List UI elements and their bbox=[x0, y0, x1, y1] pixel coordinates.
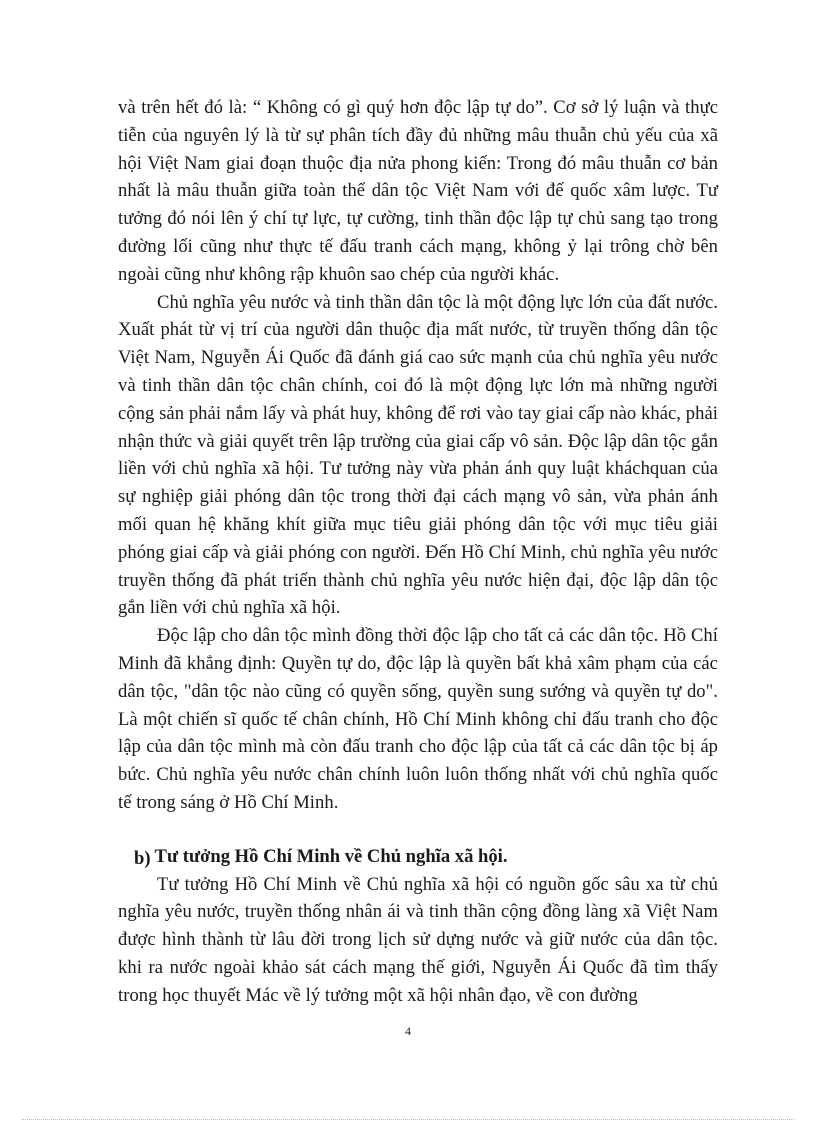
paragraph: và trên hết đó là: “ Không có gì quý hơn độc lập tự do”. Cơ sở lý luận và thực tiễn của nguyên lý là từ sự phân tích đầy đủ những mâu thuẫn chủ yếu của xã hội Việt Nam giai đoạn thuộc địa nửa phong kiến: Trong đó mâu thuẫn cơ bản nhất là mâu thuẫn giữa toàn thể dân tộc Việt Nam với đế quốc xâm lược. Tư tưởng đó nói lên ý chí tự lực, tự cường, tinh thần độc lập tự chủ sang tạo trong đường lối cũng như thực tế đấu tranh cách mạng, không ỷ lại trông chờ bên ngoài cũng như không rập khuôn sao chép của người khác. bbox=[118, 97, 718, 285]
page-bottom-divider bbox=[22, 1119, 794, 1120]
paragraph: Chủ nghĩa yêu nước và tinh thần dân tộc là một động lực lớn của đất nước. Xuất phát từ vị trí của người dân thuộc địa mất nước, từ truyền thống dân tộc Việt Nam, Nguyễn Ái Quốc đã đánh giá cao sức mạnh của chủ nghĩa yêu nước và tinh thần dân tộc chân chính, coi đó là một động lực lớn mà những người cộng sản phải nắm lấy và phát huy, không để rơi vào tay giai cấp nào khác, phải nhận thức và giải quyết trên lập trường của giai cấp vô sản. Độc lập dân tộc gắn liền với chủ nghĩa xã hội. Tư tưởng này vừa phản ánh quy luật kháchquan của sự nghiệp giải phóng dân tộc trong thời đại cách mạng vô sản, vừa phản ánh mối quan hệ khăng khít giữa mục tiêu giải phóng dân tộc với mục tiêu giải phóng giai cấp và giải phóng con người. Đến Hồ Chí Minh, chủ nghĩa yêu nước truyền thống đã phát triển thành chủ nghĩa yêu nước hiện đại, độc lập dân tộc gắn liền với chủ nghĩa xã hội. bbox=[118, 291, 718, 619]
section-title: Tư tưởng Hồ Chí Minh về Chủ nghĩa xã hội. bbox=[154, 845, 508, 867]
section-heading bbox=[118, 843, 718, 871]
section-label: b) bbox=[134, 847, 151, 869]
page-number: 4 bbox=[405, 1024, 411, 1038]
paragraph: Tư tưởng Hồ Chí Minh về Chủ nghĩa xã hội có nguồn gốc sâu xa từ chủ nghĩa yêu nước, truyền thống nhân ái và tinh thần cộng đồng làng xã Việt Nam được hình thành từ lâu đời trong lịch sử dựng nước và giữ nước của dân tộc. khi ra nước ngoài khảo sát cách mạng thế giới, Nguyễn Ái Quốc đã tìm thấy trong học thuyết Mác về lý tưởng một xã hội nhân đạo, về con đường bbox=[118, 873, 718, 1006]
paragraph: Độc lập cho dân tộc mình đồng thời độc lập cho tất cả các dân tộc. Hồ Chí Minh đã khẳng định: Quyền tự do, độc lập là quyền bất khả xâm phạm của các dân tộc, "dân tộc nào cũng có quyền sống, quyền sung sướng và quyền tự do". Là một chiến sĩ quốc tế chân chính, Hồ Chí Minh không chỉ đấu tranh cho độc lập của dân tộc mình mà còn đấu tranh cho độc lập của tất cả các dân tộc bị áp bức. Chủ nghĩa yêu nước chân chính luôn luôn thống nhất với chủ nghĩa quốc tế trong sáng ở Hồ Chí Minh. bbox=[118, 625, 718, 813]
body-text bbox=[118, 94, 718, 1010]
